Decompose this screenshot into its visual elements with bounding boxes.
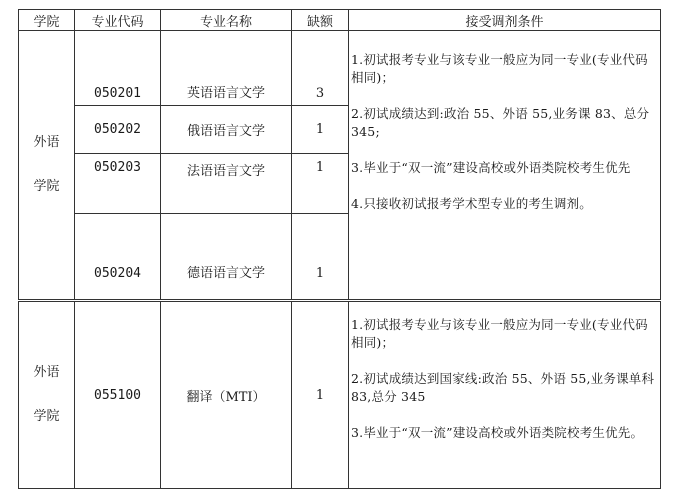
major-vacancies: 1	[292, 154, 349, 214]
header-name: 专业名称	[161, 10, 292, 31]
college-line-2: 学院	[33, 179, 60, 194]
table-row	[19, 31, 661, 106]
major-vacancies: 1	[292, 214, 349, 300]
college-cell	[19, 302, 75, 489]
major-vacancies: 1	[292, 302, 349, 489]
condition-3: 3.毕业于“双一流”建设高校或外语类院校考生优先。	[351, 425, 644, 440]
conditions-cell	[349, 31, 661, 300]
condition-2: 2.初试成绩达到:政治 55、外语 55,业务课 83、总分 345;	[351, 106, 650, 139]
major-code: 050204	[75, 214, 161, 300]
major-name: 翻译（MTI）	[161, 302, 292, 489]
table-row	[19, 302, 661, 489]
college-line-1: 外语	[33, 365, 60, 380]
condition-4: 4.只接收初试报考学术型专业的考生调剂。	[351, 196, 592, 211]
condition-2: 2.初试成绩达到国家线:政治 55、外语 55,业务课单科 83,总分 345	[351, 371, 655, 404]
condition-1: 1.初试报考专业与该专业一般应为同一专业(专业代码相同)；	[351, 52, 648, 85]
college-line-1: 外语	[33, 135, 60, 150]
major-name: 英语语言文学	[161, 31, 292, 106]
major-vacancies: 1	[292, 106, 349, 154]
header-code: 专业代码	[75, 10, 161, 31]
major-code: 055100	[75, 302, 161, 489]
admissions-table-academic	[18, 9, 661, 300]
condition-1: 1.初试报考专业与该专业一般应为同一专业(专业代码相同)；	[351, 317, 648, 350]
condition-3: 3.毕业于“双一流”建设高校或外语类院校考生优先	[351, 160, 631, 175]
conditions-cell	[349, 302, 661, 489]
major-name: 德语语言文学	[161, 214, 292, 300]
header-vacancies: 缺额	[292, 10, 349, 31]
major-code: 050201	[75, 31, 161, 106]
major-name: 法语语言文学	[161, 154, 292, 214]
college-cell	[19, 31, 75, 300]
admissions-table-professional	[18, 301, 661, 489]
major-name: 俄语语言文学	[161, 106, 292, 154]
college-line-2: 学院	[33, 409, 60, 424]
header-college: 学院	[19, 10, 75, 31]
header-row	[19, 10, 661, 31]
major-vacancies: 3	[292, 31, 349, 106]
major-code: 050202	[75, 106, 161, 154]
header-conditions: 接受调剂条件	[349, 10, 661, 31]
major-code: 050203	[75, 154, 161, 214]
